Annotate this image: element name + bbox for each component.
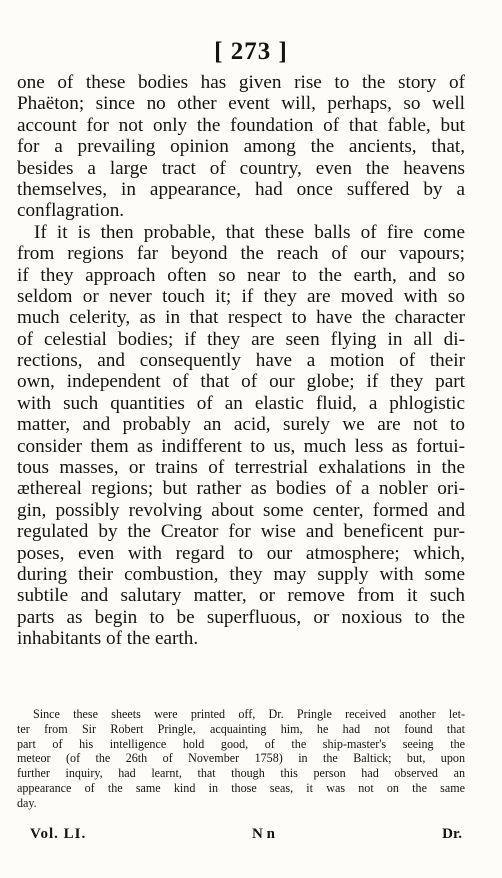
footnote-line: appearance of the same kind in those seas, it was not on the same (17, 780, 465, 795)
text-line: seldom or never touch it; if they are moved with so (17, 285, 465, 307)
text-line: gin, possibly revolving about some center, formed and (17, 499, 465, 521)
text-line: with such quantities of an elastic fluid, a phlogistic (17, 392, 465, 414)
text-line: from regions far beyond the reach of our vapours; (17, 243, 465, 265)
text-line: one of these bodies has given rise to the story of (17, 72, 465, 93)
text-line: poses, even with regard to our atmosphere; which, (17, 542, 465, 564)
text-line: own, independent of that of our globe; if they part (17, 371, 465, 393)
text-line: account for not only the foundation of that fable, but (17, 114, 465, 136)
text-line: parts as begin to be superfluous, or noxious to the (17, 606, 465, 628)
text-line: if they approach often so near to the earth, and so (17, 264, 465, 286)
text-line: much celerity, as in that respect to have the character (17, 307, 465, 329)
text-line: of celestial bodies; if they are seen flying in all di- (17, 328, 465, 350)
text-line: If it is then probable, that these balls of fire come (34, 221, 465, 243)
footnote-line: ter from Sir Robert Pringle, acquainting him, he had not found that (17, 721, 465, 736)
text-line: themselves, in appearance, had once suffered by a (17, 178, 465, 200)
footnote-line: part of his intelligence hold good, of the ship-master's seeing the (17, 736, 465, 751)
text-line: rections, and consequently have a motion of their (17, 350, 465, 372)
signature-mark: N n (252, 826, 275, 842)
page-number-header: [ 273 ] (214, 38, 288, 65)
text-line: besides a large tract of country, even the heavens (17, 157, 465, 179)
footnote-line: Since these sheets were printed off, Dr. Pringle received another let- (33, 707, 465, 721)
footnote-line: meteor (of the 26th of November 1758) in the Baltick; but, upon (17, 751, 465, 766)
text-line: tous masses, or trains of terrestrial exhalations in the (17, 457, 465, 479)
text-line: for a prevailing opinion among the ancients, that, (17, 136, 465, 158)
volume-label: Vol. LI. (30, 826, 87, 842)
text-line: consider them as indifferent to us, much less as fortui- (17, 435, 465, 457)
text-line: matter, and probably an acid, surely we are not to (17, 414, 465, 436)
main-text-block (17, 72, 465, 650)
text-line: during their combustion, they may supply with some (17, 563, 465, 585)
text-line: regulated by the Creator for wise and beneficent pur- (17, 521, 465, 543)
text-line: Phaëton; since no other event will, perhaps, so well (17, 93, 465, 115)
text-line: inhabitants of the earth. (17, 628, 199, 650)
text-line: conflagration. (17, 200, 125, 222)
footnote-line: further inquiry, had learnt, that though this person had observed an (17, 766, 465, 781)
page-footer (30, 826, 462, 850)
footnote-line: day. (17, 795, 37, 810)
footnote (17, 707, 465, 811)
text-line: æthereal regions; but rather as bodies of a nobler ori- (17, 478, 465, 500)
catchword: Dr. (442, 826, 462, 842)
text-line: subtile and salutary matter, or remove from it such (17, 585, 465, 607)
